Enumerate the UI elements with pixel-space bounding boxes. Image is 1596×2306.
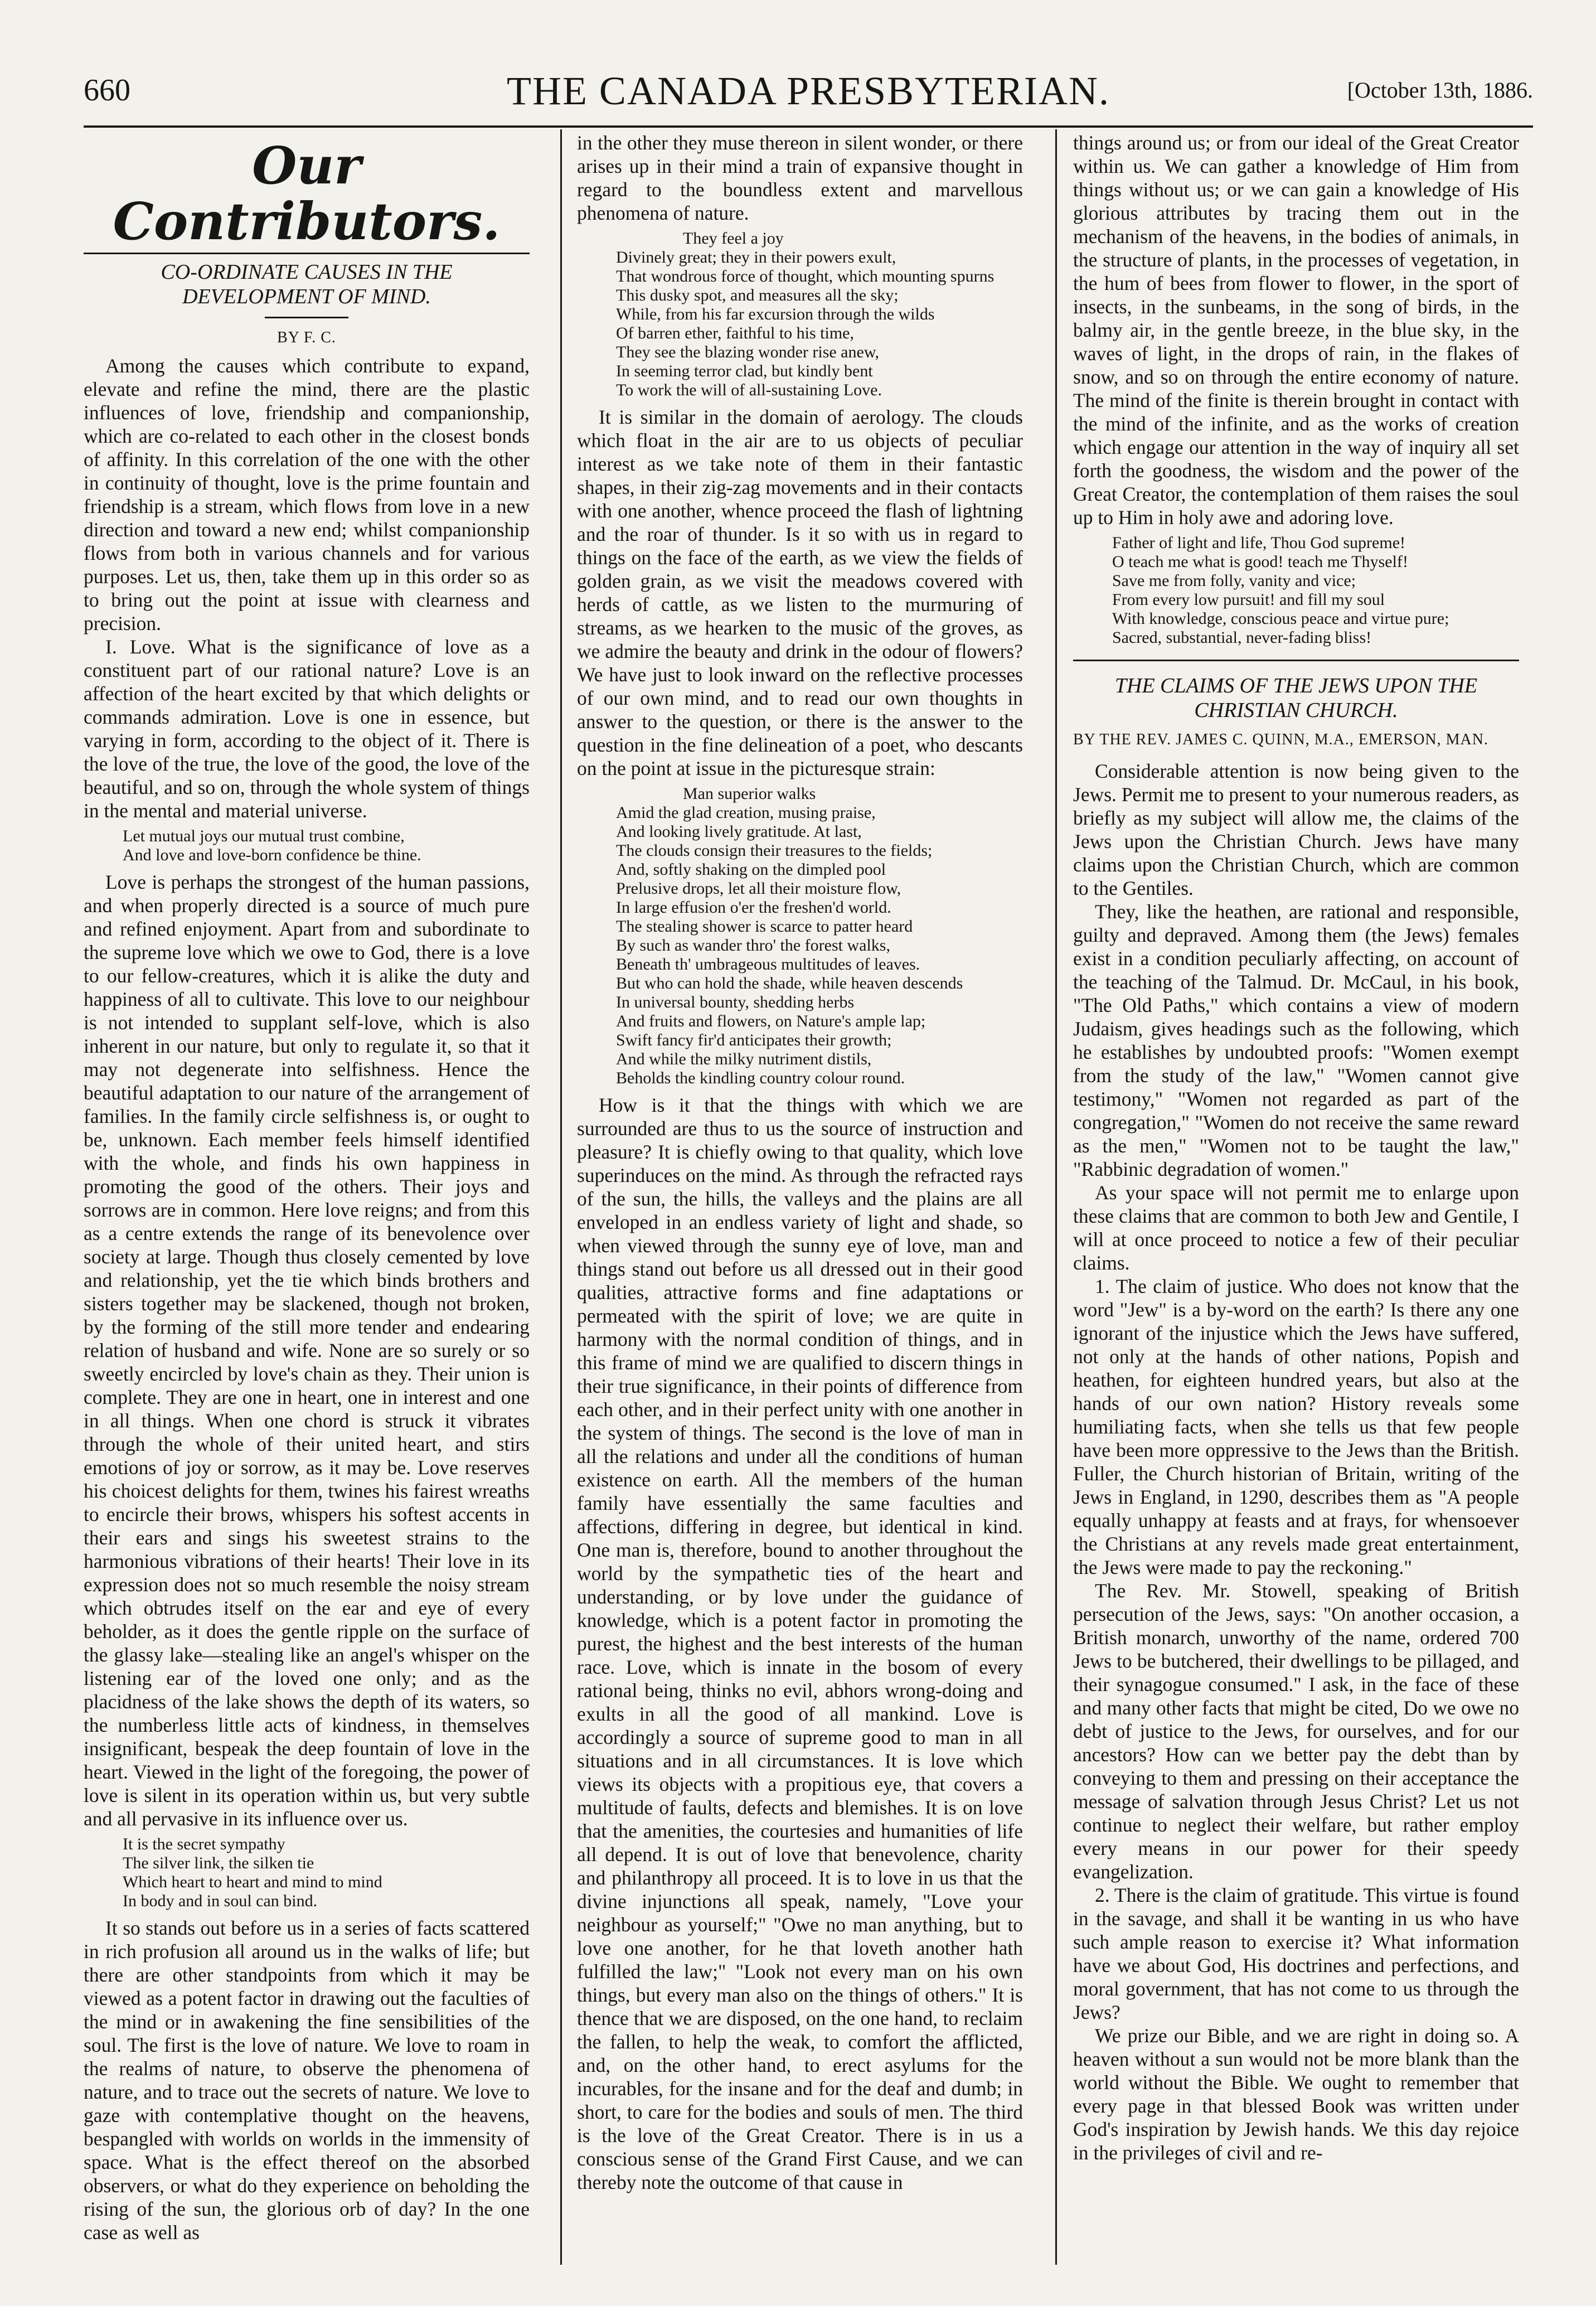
section-title: Our Contributors.: [113, 135, 501, 251]
column-divider: [560, 129, 562, 2265]
newspaper-title: THE CANADA PRESBYTERIAN.: [506, 69, 1110, 113]
verse-line: Amid the glad creation, musing praise,: [616, 803, 876, 822]
verse-line: Father of light and life, Thou God supreme!: [1112, 534, 1405, 552]
verse-line: With knowledge, conscious peace and virtue pure;: [1112, 609, 1449, 628]
verse-quote: [123, 1835, 530, 1911]
verse-line: And love and love-born confidence be thine.: [123, 846, 421, 864]
verse-line: Beholds the kindling country colour round.: [616, 1069, 905, 1087]
verse-line: And, softly shaking on the dimpled pool: [616, 860, 886, 879]
paragraph: I. Love. What is the significance of love as a constituent part of our rational nature? Love is an affection of the heart excited by that which delights or commands admiration. Love is one in essence, but varying in form, according to the object of it. There is the love of the true, the love of the good, the love of the beautiful, and so on, through the whole system of things in the mental and material universe.: [84, 636, 530, 822]
verse-line: Divinely great; they in their powers exult,: [616, 248, 896, 267]
verse-quote: [616, 229, 1023, 400]
verse-line: The clouds consign their treasures to the fields;: [616, 841, 933, 860]
verse-line: And while the milky nutriment distils,: [616, 1050, 872, 1068]
verse-line: They feel a joy: [683, 229, 784, 248]
byline: BY F. C.: [277, 329, 336, 346]
article-divider: [1073, 660, 1519, 661]
verse-line: To work the will of all-sustaining Love.: [616, 381, 882, 399]
article-title: THE CLAIMS OF THE JEWS UPON THE CHRISTIAN CHURCH.: [1114, 674, 1478, 722]
verse-line: But who can hold the shade, while heaven descends: [616, 974, 963, 992]
verse-quote: [123, 827, 530, 865]
verse-line: Sacred, substantial, never-fading bliss!: [1112, 628, 1372, 647]
paragraph: It so stands out before us in a series of facts scattered in rich profusion all around us in the walks of life; but there are other standpoints from which it may be viewed as a potent factor in drawing out the faculties of the mind or in awakening the fine sensibilities of the soul. The first is the love of nature. We love to roam in the realms of nature, to observe the phenomena of nature, and to trace out the secrets of nature. We love to gaze with contemplative thought on the heavens, bespangled with worlds on worlds in the immensity of space. What is the effect thereof on the absorbed observers, or what do they experience on beholding the rising of the sun, the glorious orb of day? In the one case as well as: [84, 1917, 530, 2244]
paragraph: Among the causes which contribute to expand, elevate and refine the mind, there are the plastic influences of love, friendship and companionship, which are co-related to each other in the closest bonds of affinity. In this correlation of the one with the other in continuity of thought, love is the prime fountain and friendship is a stream, which flows from love in a new direction and toward a new end; whilst companionship flows from both in various channels and for various purposes. Let us, then, take them up in this order so as to bring out the point at issue with clearness and precision.: [84, 355, 530, 634]
paragraph: in the other they muse thereon in silent wonder, or there arises up in their mind a train of expansive thought in regard to the boundless extent and marvellous phenomena of nature.: [577, 132, 1023, 224]
paragraph: As your space will not permit me to enlarge upon these claims that are common to both Jew and Gentile, I will at once proceed to notice a few of their peculiar claims.: [1073, 1181, 1519, 1274]
verse-line: The silver link, the silken tie: [123, 1854, 314, 1872]
title-rule: [265, 317, 348, 318]
paragraph: Considerable attention is now being given to the Jews. Permit me to present to your numerous readers, as briefly as my subject will allow me, the claims of the Jews upon the Christian Church. Jews have many claims upon the Christian Church, which are common to the Gentiles.: [1073, 760, 1519, 899]
page-number: 660: [84, 73, 130, 108]
paragraph: We prize our Bible, and we are right in doing so. A heaven without a sun would not be more blank than the world without the Bible. We ought to remember that every page in that blessed Book was written under God's inspiration by Jewish hands. We this day rejoice in the privileges of civil and re-: [1073, 2024, 1519, 2164]
paragraph: 1. The claim of justice. Who does not know that the word "Jew" is a by-word on the earth? Is there any one ignorant of the injustice which the Jews have suffered, not only at the hands of other nations, Popish and heathen, for eighteen hundred years, but also at the hands of our own nation? History reveals some humiliating facts, when she tells us that few people have been more oppressive to the Jews than the British. Fuller, the Church historian of Britain, writing of the Jews in England, in 1290, describes them as "A people equally unhappy at feasts and at frays, for whensoever the Christians at any revels made great entertainment, the Jews were made to pay the reckoning.": [1073, 1275, 1519, 1578]
verse-line: That wondrous force of thought, which mounting spurns: [616, 267, 995, 285]
verse-line: O teach me what is good! teach me Thyself!: [1112, 553, 1408, 571]
verse-line: Let mutual joys our mutual trust combine,: [123, 827, 405, 845]
paragraph: They, like the heathen, are rational and responsible, guilty and depraved. Among them (the Jews) females exist in a condition peculiarly affecting, on account of the teaching of the Talmud. Dr. McCaul, in his book, "The Old Paths," which contains a view of modern Judaism, gives headings such as the following, which he establishes by undoubted proofs: "Women exempt from the study of the law," "Women cannot give testimony," "Women not regarded as part of the congregation," "Women do not receive the same reward as the men," "Women not to be taught the law," "Rabbinic degradation of women.": [1073, 900, 1519, 1180]
verse-line: Prelusive drops, let all their moisture flow,: [616, 879, 901, 898]
verse-line: Of barren ether, faithful to his time,: [616, 324, 854, 342]
verse-line: In seeming terror clad, but kindly bent: [616, 362, 873, 380]
column-2: [577, 131, 1023, 2194]
paragraph: It is similar in the domain of aerology. The clouds which float in the air are to us objects of peculiar interest as we take note of them in their fantastic shapes, in their zig-zag movements and in their contacts with one another, whence proceed the flash of lightning and the roar of thunder. Is it so with us in regard to things on the face of the earth, as we view the fields of golden grain, as we visit the meadows covered with herds of cattle, as we listen to the murmuring of streams, as we hearken to the music of the groves, as we admire the beauty and drink in the odour of flowers? We have just to look inward on the reflective processes of our own mind, and to read our own thoughts in answer to the question, or there is the answer to the question in the fine delineation of a poet, who descants on the point at issue in the picturesque strain:: [577, 406, 1023, 779]
verse-line: From every low pursuit! and fill my soul: [1112, 590, 1385, 609]
page-header: [84, 56, 1533, 123]
verse-line: Man superior walks: [683, 784, 816, 803]
issue-date: [October 13th, 1886.: [1347, 77, 1533, 103]
verse-line: In large effusion o'er the freshen'd world.: [616, 898, 891, 917]
verse-line: It is the secret sympathy: [123, 1835, 285, 1853]
verse-line: The stealing shower is scarce to patter heard: [616, 917, 913, 936]
article-title: CO-ORDINATE CAUSES IN THE DEVELOPMENT OF MIND.: [161, 260, 453, 308]
paragraph: The Rev. Mr. Stowell, speaking of British persecution of the Jews, says: "On another occasion, a British monarch, unworthy of the name, ordered 700 Jews to be butchered, their dwellings to be pillaged, and their synagogue consumed." I ask, in the face of these and many other facts that might be cited, Do we owe no debt of justice to the Jews, for ourselves, and for our ancestors? How can we better pay the debt than by conveying to them and pressing on their acceptance the message of salvation through Jesus Christ? Let us not continue to neglect their welfare, but rather employ every means in our power for their speedy evangelization.: [1073, 1580, 1519, 1883]
verse-line: And looking lively gratitude. At last,: [616, 822, 862, 841]
verse-line: In universal bounty, shedding herbs: [616, 993, 855, 1011]
verse-line: They see the blazing wonder rise anew,: [616, 343, 880, 361]
verse-line: Save me from folly, vanity and vice;: [1112, 571, 1356, 590]
paragraph: 2. There is the claim of gratitude. This virtue is found in the savage, and shall it be wanting in us who have such ample reason to exercise it? What information have we about God, His doctrines and perfections, and moral government, that has not come to us through the Jews?: [1073, 1884, 1519, 2023]
column-3: [1073, 131, 1519, 2164]
verse-quote: [616, 784, 1023, 1088]
verse-line: In body and in soul can bind.: [123, 1892, 318, 1910]
header-rule: [84, 125, 1533, 128]
section-rule: [84, 253, 530, 254]
verse-line: And fruits and flowers, on Nature's ample lap;: [616, 1012, 926, 1030]
column-1: [84, 131, 530, 2244]
verse-line: By such as wander thro' the forest walks,: [616, 936, 890, 955]
paragraph: How is it that the things with which we are surrounded are thus to us the source of instruction and pleasure? It is chiefly owing to that quality, which love superinduces on the mind. As through the refracted rays of the sun, the hills, the valleys and the plains are all enveloped in an endless variety of light and shade, so when viewed through the sunny eye of love, man and things stand out before us all dressed out in their good qualities, attractive forms and fine adaptations or permeated with the spirit of love; we are quite in harmony with the normal condition of things, and in this frame of mind we are qualified to discern things in their true significance, in their points of difference from each other, and in their perfect unity with one another in the system of things. The second is the love of man in all the relations and under all the conditions of human existence on earth. All the members of the human family have essentially the same faculties and affections, differing in degree, but identical in kind. One man is, therefore, bound to another throughout the world by the sympathetic ties of the heart and understanding, or by love under the guidance of knowledge, which is a potent factor in promoting the purest, the highest and the best interests of the human race. Love, which is innate in the bosom of every rational being, thinks no evil, abhors wrong-doing and exults in all the good of all mankind. Love is accordingly a source of supreme good to man in all situations and in all circumstances. It is love which views its objects with a propitious eye, that covers a multitude of faults, defects and blemishes. It is on love that the amenities, the courtesies and humanities of life all depend. It is out of love that benevolence, charity and philanthropy all proceed. It is to love in us that the divine injunctions all speak, namely, "Love your neighbour as yourself;" "Owe no man anything, but to love one another, for he that loveth another hath fulfilled the law;" "Look not every man on his own things, but every man also on the things of others." It is thence that we are disposed, on the one hand, to reclaim the fallen, to help the weak, to comfort the afflicted, and, on the other hand, to erect asylums for the incurables, for the insane and for the deaf and dumb; in short, to care for the bodies and souls of men. The third is the love of the Great Creator. There is in us a conscious sense of the Grand First Cause, and we can thereby note the outcome of that cause in: [577, 1094, 1023, 2193]
paragraph: Love is perhaps the strongest of the human passions, and when properly directed is a source of much pure and refined enjoyment. Apart from and subordinate to the supreme love which we owe to God, there is a love to our fellow-creatures, which it is alike the duty and happiness of all to cultivate. This love to our neighbour is not intended to supplant self-love, which is also inherent in our nature, but only to regulate it, so that it may not degenerate into selfishness. Hence the beautiful adaptation to our nature of the arrangement of families. In the family circle selfishness is, or ought to be, unknown. Each member feels himself identified with the whole, and finds his own happiness in promoting the good of the others. Their joys and sorrows are in common. Here love reigns; and from this as a centre extends the range of its benevolence over society at large. Though thus closely cemented by love and relationship, yet the tie which binds brothers and sisters together may be slackened, though not broken, by the forming of the still more tender and endearing relation of husband and wife. None are so surely or so sweetly encircled by love's chain as they. Their union is complete. They are one in heart, one in interest and one in all things. When one chord is struck it vibrates through the whole of their united heart, and stirs emotions of joy or sorrow, as it may be. Love reserves his choicest delights for them, twines his fairest wreaths to encircle their brows, whispers his softest accents in their ears and sings his sweetest strains to the harmonious vibrations of their hearts! Their love in its expression does not so much resemble the noisy stream which obtrudes itself on the ear and eye of every beholder, as it does the gentle ripple on the surface of the glassy lake—stealing like an angel's whisper on the listening ear of the loved one only; and as the placidness of the lake shows the depth of its waters, so the numberless little acts of kindness, in themselves insignificant, bespeak the deep fountain of love in the heart. Viewed in the light of the foregoing, the power of love is silent in its operation within us, but very subtle and all pervasive in its influence over us.: [84, 871, 530, 1830]
verse-line: While, from his far excursion through the wilds: [616, 305, 935, 323]
verse-line: Beneath th' umbrageous multitudes of leaves.: [616, 955, 920, 973]
verse-line: Which heart to heart and mind to mind: [123, 1873, 382, 1891]
byline: BY THE REV. JAMES C. QUINN, M.A., EMERSON, MAN.: [1073, 731, 1488, 748]
paragraph: things around us; or from our ideal of the Great Creator within us. We can gather a knowledge of Him from things without us; or we can gain a knowledge of His glorious attributes by tracing them out in the mechanism of the heavens, in the bodies of animals, in the structure of plants, in the processes of vegetation, in the hum of bees from flower to flower, in the sport of insects, in the sunbeams, in the song of birds, in the balmy air, in the gentle breeze, in the blue sky, in the waves of light, in the drops of rain, in the flakes of snow, and so on through the entire economy of nature. The mind of the finite is therein brought in contact with the mind of the infinite, and as the works of creation which engage our attention in the way of inquiry all set forth the goodness, the wisdom and the power of the Great Creator, the contemplation of them raises the soul up to Him in holy awe and adoring love.: [1073, 132, 1519, 529]
column-divider: [1055, 129, 1057, 2265]
verse-line: This dusky spot, and measures all the sky;: [616, 286, 899, 304]
verse-line: Swift fancy fir'd anticipates their growth;: [616, 1031, 892, 1049]
verse-quote: [1112, 534, 1519, 647]
